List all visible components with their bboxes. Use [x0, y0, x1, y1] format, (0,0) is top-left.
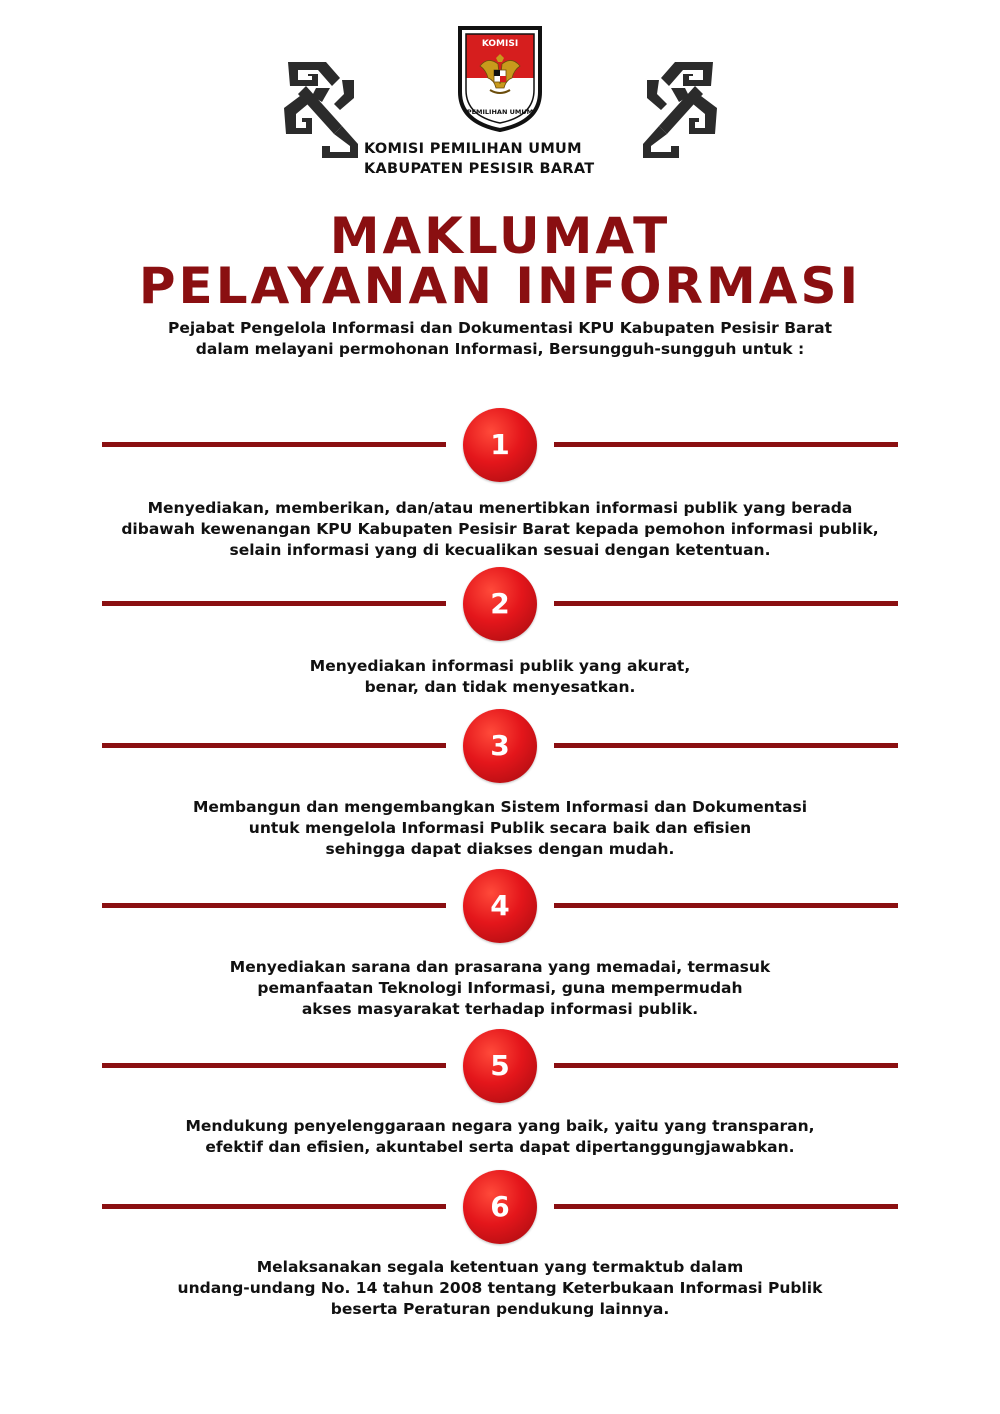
item-line: beserta Peraturan pendukung lainnya. [330, 1300, 670, 1318]
divider-line-right [554, 743, 898, 748]
organization-name [364, 139, 644, 179]
divider-line-right [554, 601, 898, 606]
item-number-badge: 6 [463, 1170, 537, 1244]
item-line: dibawah kewenangan KPU Kabupaten Pesisir Barat kepada pemohon informasi publik, [121, 520, 879, 538]
item-line: Membangun dan mengembangkan Sistem Informasi dan Dokumentasi [192, 798, 808, 816]
item-separator-6 [0, 1170, 1000, 1244]
ornament-right-icon [637, 58, 719, 162]
divider-line-left [102, 442, 446, 447]
item-line: undang-undang No. 14 tahun 2008 tentang Keterbukaan Informasi Publik [177, 1279, 823, 1297]
intro-line-2: dalam melayani permohonan Informasi, Bersungguh-sungguh untuk : [195, 340, 805, 358]
item-line: sehingga dapat diakses dengan mudah. [325, 840, 675, 858]
item-line: Melaksanakan segala ketentuan yang termaktub dalam [256, 1258, 744, 1276]
item-separator-1 [0, 408, 1000, 482]
item-separator-2 [0, 567, 1000, 641]
item-line: Menyediakan sarana dan prasarana yang memadai, termasuk [229, 958, 771, 976]
item-separator-3 [0, 709, 1000, 783]
item-line: pemanfaatan Teknologi Informasi, guna mempermudah [257, 979, 743, 997]
divider-line-right [554, 1063, 898, 1068]
intro-line-1: Pejabat Pengelola Informasi dan Dokumentasi KPU Kabupaten Pesisir Barat [167, 319, 833, 337]
item-line: untuk mengelola Informasi Publik secara baik dan efisien [248, 819, 752, 837]
item-number-badge: 1 [463, 408, 537, 482]
item-text-6 [0, 1257, 1000, 1320]
divider-line-left [102, 1063, 446, 1068]
org-line-1: KOMISI PEMILIHAN UMUM [364, 141, 582, 157]
org-line-2: KABUPATEN PESISIR BARAT [364, 161, 595, 177]
item-line: Menyediakan, memberikan, dan/atau menertibkan informasi publik yang berada [147, 499, 853, 517]
item-number-badge: 2 [463, 567, 537, 641]
item-separator-4 [0, 869, 1000, 943]
item-text-2 [0, 656, 1000, 698]
item-separator-5 [0, 1029, 1000, 1103]
item-line: akses masyarakat terhadap informasi publik. [301, 1000, 699, 1018]
emblem-bottom-text: PEMILIHAN UMUM [466, 108, 534, 116]
item-line: selain informasi yang di kecualikan sesuai dengan ketentuan. [229, 541, 771, 559]
item-number-badge: 3 [463, 709, 537, 783]
item-text-3 [0, 797, 1000, 860]
item-line: Menyediakan informasi publik yang akurat, [309, 657, 691, 675]
divider-line-right [554, 903, 898, 908]
intro-text [0, 318, 1000, 360]
item-line: efektif dan efisien, akuntabel serta dapat dipertanggungjawabkan. [205, 1138, 795, 1156]
divider-line-left [102, 601, 446, 606]
divider-line-left [102, 903, 446, 908]
divider-line-right [554, 1204, 898, 1209]
item-number-badge: 5 [463, 1029, 537, 1103]
ornament-left-icon [282, 58, 364, 162]
item-text-4 [0, 957, 1000, 1020]
divider-line-right [554, 442, 898, 447]
item-text-5 [0, 1116, 1000, 1158]
title-line-2: PELAYANAN INFORMASI [138, 257, 862, 315]
item-line: benar, dan tidak menyesatkan. [364, 678, 636, 696]
divider-line-left [102, 743, 446, 748]
divider-line-left [102, 1204, 446, 1209]
title-line-1: MAKLUMAT [329, 207, 671, 265]
item-line: Mendukung penyelenggaraan negara yang baik, yaitu yang transparan, [185, 1117, 815, 1135]
kpu-emblem-logo [450, 22, 550, 134]
item-number-badge: 4 [463, 869, 537, 943]
emblem-top-text: KOMISI [481, 39, 519, 49]
item-text-1 [0, 498, 1000, 561]
